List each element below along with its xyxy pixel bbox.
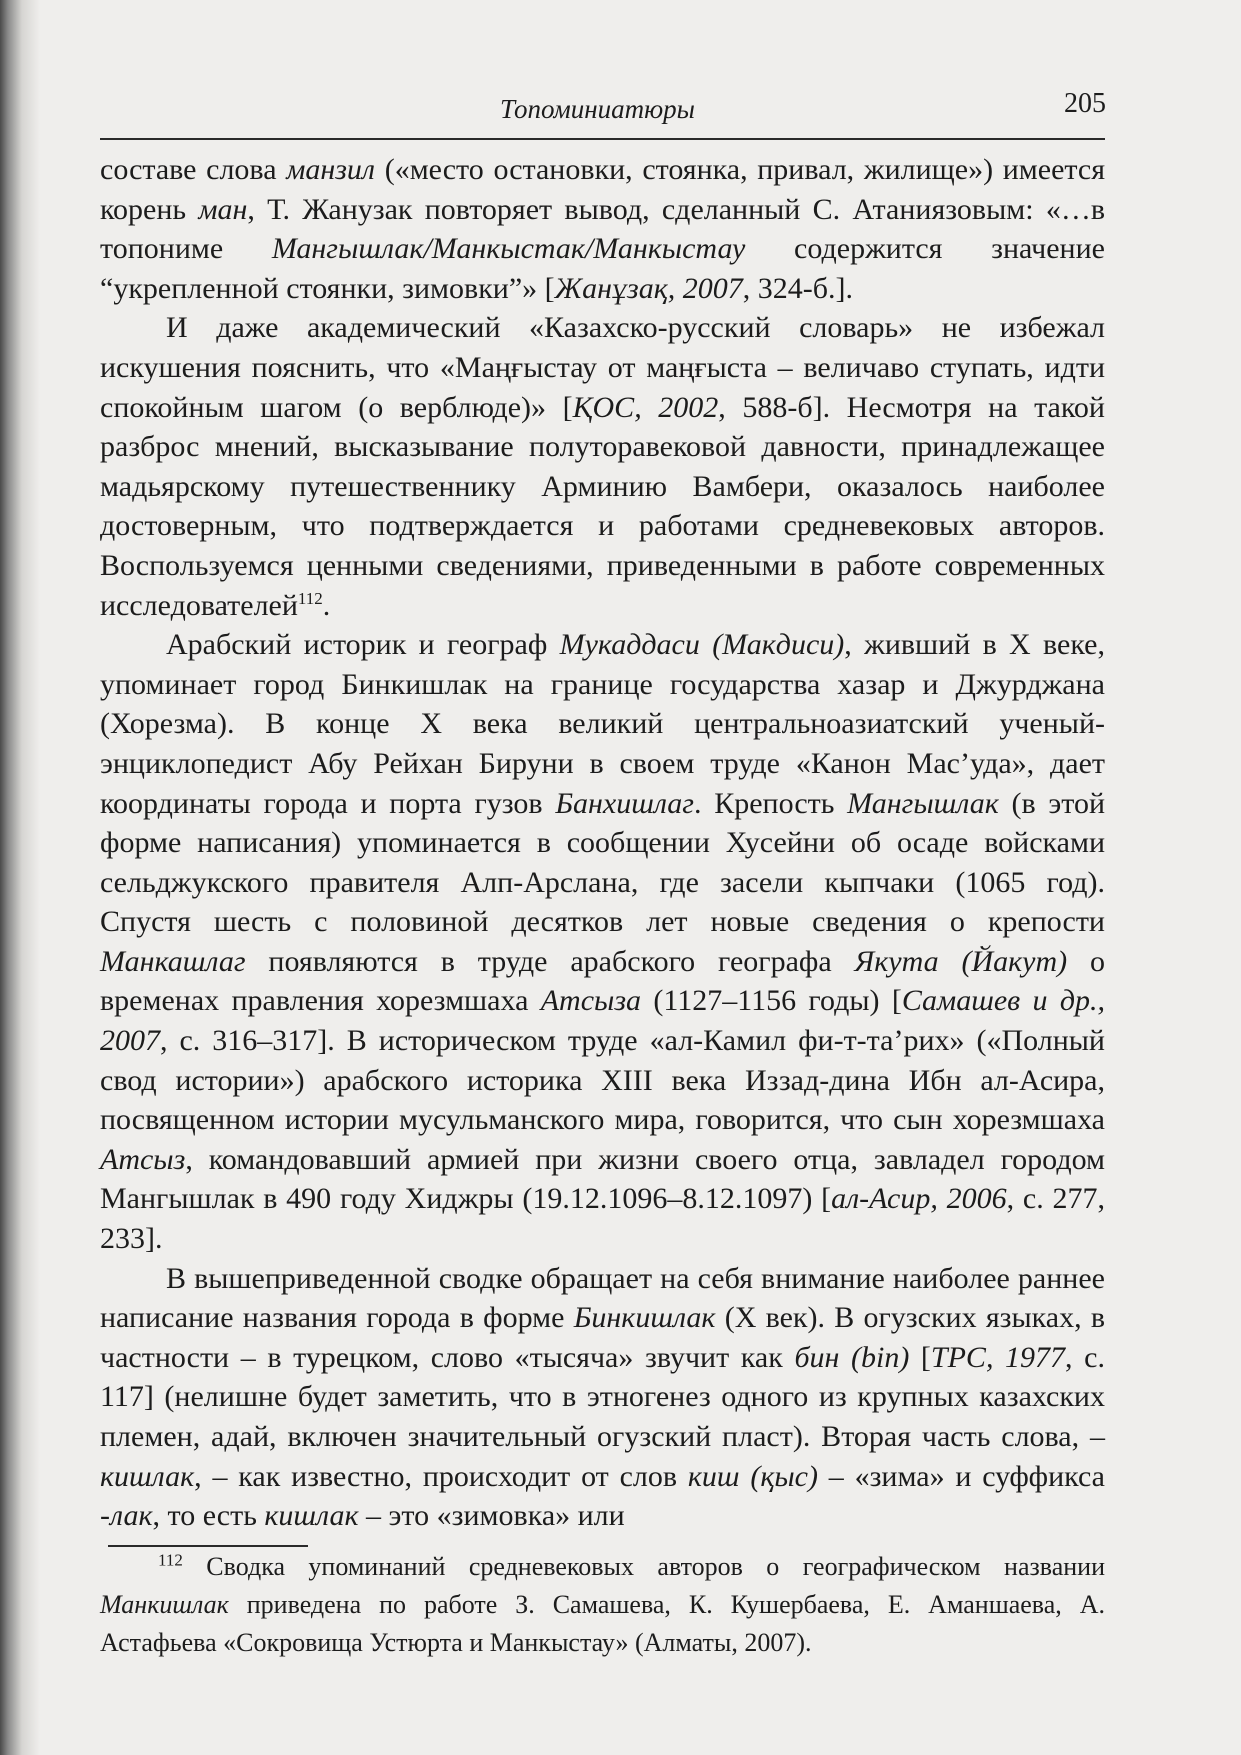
italic-term: Атсыза	[540, 984, 642, 1018]
citation-italic: ал-Асир, 2006	[831, 1182, 1007, 1216]
text-run: (в этой форме написания) упоминается в сообщении Хусейни об осаде войсками сельджукского правителя Алп-Арслана, где засели кыпчаки (1065 год). Спустя шесть с половиной десятков лет новые сведения о крепости	[100, 786, 1105, 939]
italic-term: Якута (Йакут)	[854, 944, 1068, 978]
italic-term: Атсыз	[100, 1142, 186, 1176]
text-run: приведена по работе З. Самашева, К. Кушербаева, Е. Аманшаева, А. Астафьева «Сокровища Устюрта и Манкыстау» (Алматы, 2007).	[100, 1590, 1105, 1657]
running-title: Топоминиатюры	[500, 94, 695, 124]
italic-term: кишлак	[100, 1459, 195, 1493]
text-run: о временах правления хорезмшаха	[100, 944, 1105, 1018]
italic-term: киш (қыс)	[687, 1459, 818, 1493]
text-run: , 588-б]. Несмотря на такой разброс мнений, высказывание полуторавековой давности, принадлежащее мадьярскому путешественнику Арминию Вамбери, оказалось наиболее достоверным, что подтверждается и работами средневековых авторов. Воспользуемся ценными сведениями, приведенными в работе современных исследователей	[100, 390, 1105, 622]
footnote	[100, 1548, 1105, 1662]
text-run: , то есть	[152, 1499, 265, 1533]
citation-italic: Жанұзақ, 2007	[554, 271, 743, 305]
scan-edge-shadow	[0, 0, 40, 1755]
text-run: И даже академический «Казахско-русский словарь» не избежал искушения пояснить, что «Маңғыстау от маңғыста – величаво ступать, идти спокойным шагом (о верблюде)» [	[100, 311, 1105, 424]
text-run: (1127–1156 годы) [	[641, 984, 902, 1018]
text-run: [	[909, 1340, 931, 1374]
italic-term: Бинкишлак	[573, 1301, 716, 1335]
citation-italic: ТРС, 1977	[930, 1340, 1066, 1374]
text-run: , с. 117] (нелишне будет заметить, что в этногенез одного из крупных казахских племен, адай, включен значительный огузский пласт). Вторая часть слова, –	[100, 1340, 1105, 1453]
italic-term: Банхишлаг	[555, 786, 695, 820]
text-run: – это «зимовка» или	[358, 1499, 625, 1533]
paragraph-4	[100, 1259, 1105, 1536]
text-run: составе слова	[100, 153, 287, 186]
text-run: .	[322, 588, 331, 622]
text-run: , Т. Жанузак повторяет вывод, сделанный С. Атаниязовым: «…в топониме	[100, 192, 1105, 266]
text-run: , живший в X веке, упоминает город Бинкишлак на границе государства хазар и Джурджана (Хорезма). В конце X века великий центральноазиатский ученый-энциклопедист Абу Рейхан Бируни в своем труде «Канон Мас’уда», дает координаты города и порта гузов	[100, 628, 1105, 820]
italic-term: кишлак	[264, 1499, 359, 1533]
body-text	[100, 150, 1105, 1536]
paragraph-2	[100, 308, 1105, 625]
text-run: В вышеприведенной сводке обращает на себя внимание наиболее раннее написание названия города в форме	[100, 1261, 1105, 1335]
text-run: , командовавший армией при жизни своего отца, завладел городом Мангышлак в 490 году Хиджры (19.12.1096–8.12.1097) [	[100, 1142, 1105, 1216]
italic-term: Мангышлак/Манкыстак/Манкыстау	[271, 232, 746, 266]
italic-term: Мукаддаси (Макдиси)	[559, 628, 845, 662]
paragraph-1	[100, 150, 1105, 308]
text-run: (X век). В огузских языках, в частности – в турецком, слово «тысяча» звучит как	[100, 1301, 1105, 1374]
footnote-number: 112	[158, 1550, 183, 1570]
text-run: , с. 277, 233].	[100, 1182, 1105, 1256]
text-run: Арабский историк и географ	[166, 628, 560, 662]
text-run: , – как известно, происходит от слов	[194, 1459, 688, 1493]
italic-term: ман	[198, 192, 248, 226]
running-head	[100, 88, 1120, 128]
italic-term: -лак	[100, 1499, 153, 1533]
italic-term: манзил	[286, 153, 376, 186]
text-run: появляются в труде арабского географа	[245, 944, 855, 978]
footnote-reference[interactable]: 112	[297, 588, 323, 608]
text-run: содержится значение “укрепленной стоянки, зимовки”» [	[100, 232, 1105, 305]
italic-term: Манкишлак	[100, 1590, 229, 1619]
italic-term: Манкашлаг	[100, 944, 246, 978]
text-run: , 324-б.].	[742, 271, 854, 305]
text-run: («место остановки, стоянка, привал, жилище») имеется корень	[100, 153, 1105, 226]
header-rule	[100, 138, 1105, 140]
footnote-text	[100, 1548, 1105, 1662]
italic-term: бин (bin)	[794, 1340, 910, 1374]
book-page	[100, 0, 1120, 1755]
text-run: . Крепость	[694, 786, 848, 820]
footnote-rule	[108, 1545, 308, 1547]
italic-term: Мангышлак	[847, 786, 999, 820]
text-run: Сводка упоминаний средневековых авторов о географическом названии	[182, 1552, 1105, 1581]
citation-italic: ҚОС, 2002	[572, 390, 719, 424]
page-number: 205	[1064, 88, 1106, 119]
citation-italic: Самашев и др., 2007	[100, 984, 1105, 1058]
text-run: – «зима» и суффикса	[817, 1459, 1105, 1493]
text-run: , с. 316–317]. В историческом труде «ал-Камил фи-т-та’рих» («Полный свод истории») арабского историка XIII века Иззад-дина Ибн ал-Асира, посвященном истории мусульманского мира, говорится, что сын хорезмшаха	[100, 1024, 1105, 1137]
paragraph-3	[100, 625, 1105, 1259]
